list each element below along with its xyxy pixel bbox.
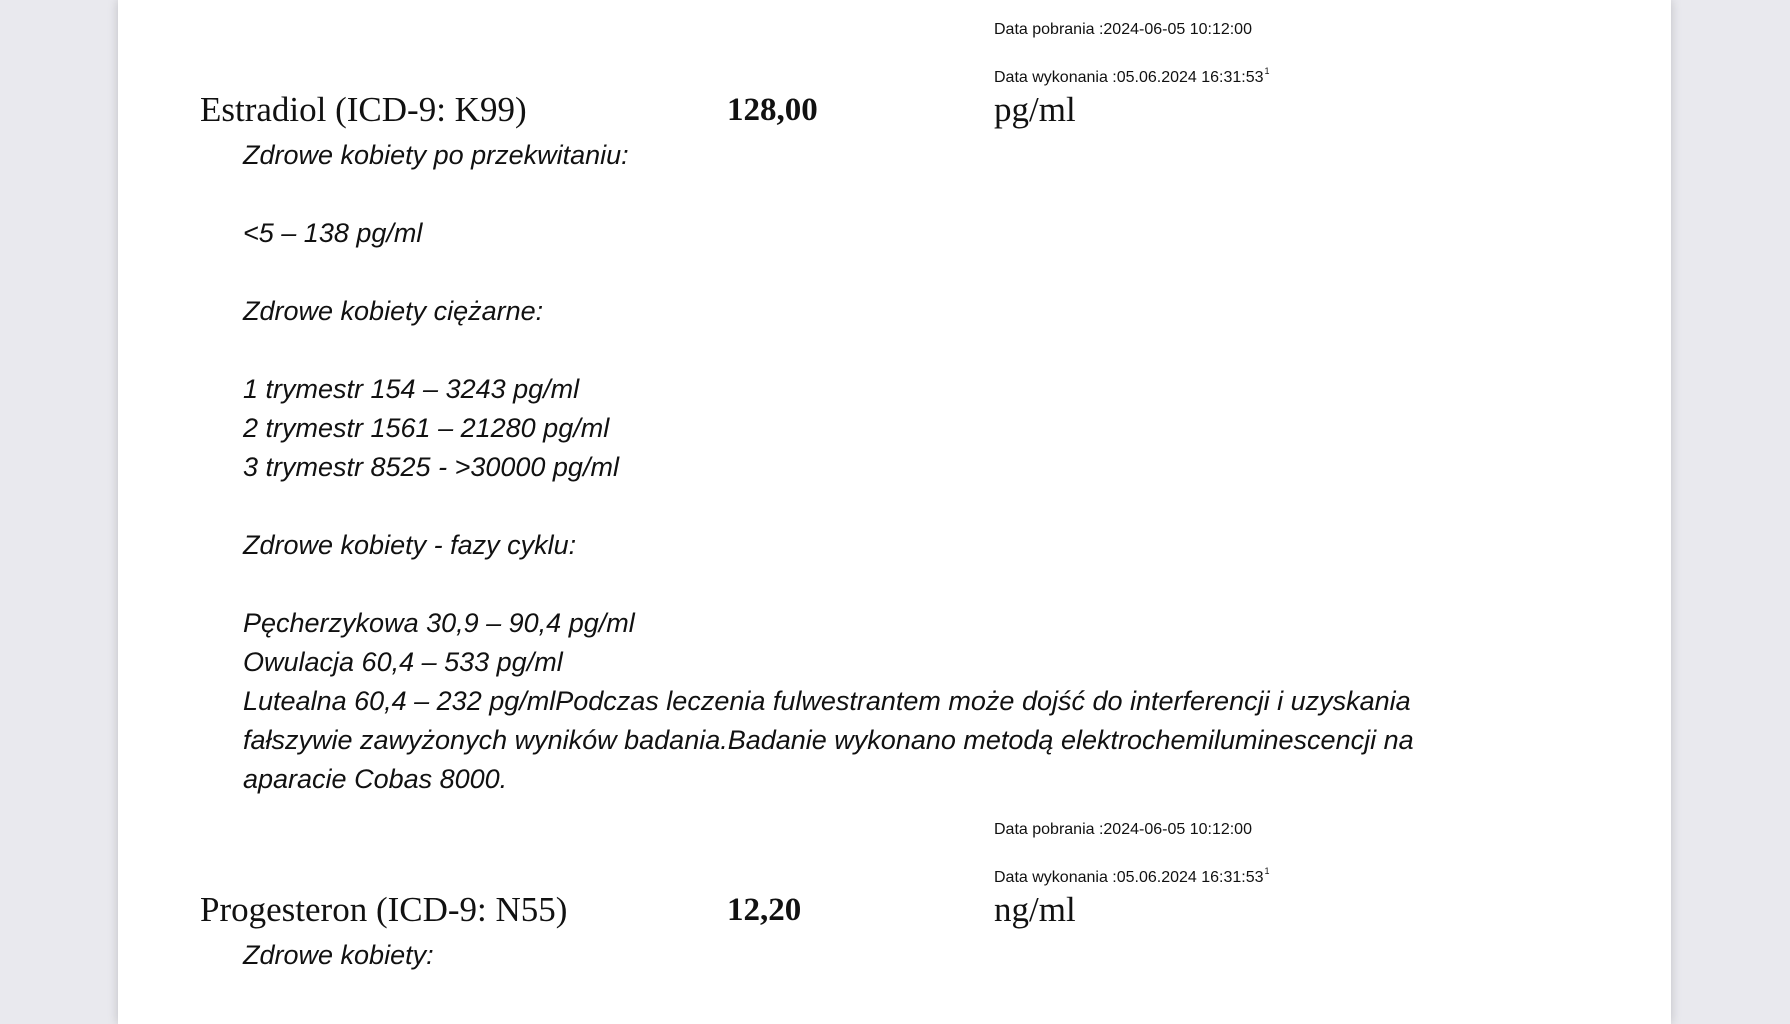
document-page — [118, 0, 1671, 1024]
reference-line: <5 – 138 pg/ml — [243, 218, 423, 248]
reference-line: Zdrowe kobiety: — [243, 940, 434, 970]
reference-line: fałszywie zawyżonych wyników badania.Badanie wykonano metodą elektrochemiluminescencji na — [243, 725, 1414, 755]
reference-line: Owulacja 60,4 – 533 pg/ml — [243, 647, 563, 677]
reference-line: Zdrowe kobiety po przekwitaniu: — [243, 140, 629, 170]
reference-line: Lutealna 60,4 – 232 pg/mlPodczas leczenia fulwestrantem może dojść do interferencji i uzyskania — [243, 686, 1411, 716]
test-value: 12,20 — [727, 892, 802, 928]
test-unit: ng/ml — [994, 890, 1076, 929]
collection-date: Data pobrania :2024-06-05 10:12:00 — [994, 821, 1252, 838]
reference-line: aparacie Cobas 8000. — [243, 764, 508, 794]
reference-line: 3 trymestr 8525 - >30000 pg/ml — [243, 452, 619, 482]
reference-line: Zdrowe kobiety ciężarne: — [243, 296, 544, 326]
reference-line: Zdrowe kobiety - fazy cyklu: — [243, 530, 577, 560]
test-name: Estradiol (ICD-9: K99) — [200, 90, 527, 129]
footnote-mark: 1 — [1264, 866, 1270, 876]
collection-date: Data pobrania :2024-06-05 10:12:00 — [994, 21, 1252, 38]
test-unit: pg/ml — [994, 90, 1076, 129]
execution-date: Data wykonania :05.06.2024 $16:31:53^1$ — [994, 866, 1270, 886]
reference-line: 2 trymestr 1561 – 21280 pg/ml — [243, 413, 610, 443]
reference-line: 1 trymestr 154 – 3243 pg/ml — [243, 374, 580, 404]
test-value: 128,00 — [727, 92, 818, 128]
execution-date: Data wykonania :05.06.2024 $16:31:53^1$ — [994, 66, 1270, 86]
test-name: Progesteron (ICD-9: N55) — [200, 890, 568, 929]
footnote-mark: 1 — [1264, 66, 1270, 76]
reference-line: Pęcherzykowa 30,9 – 90,4 pg/ml — [243, 608, 635, 638]
